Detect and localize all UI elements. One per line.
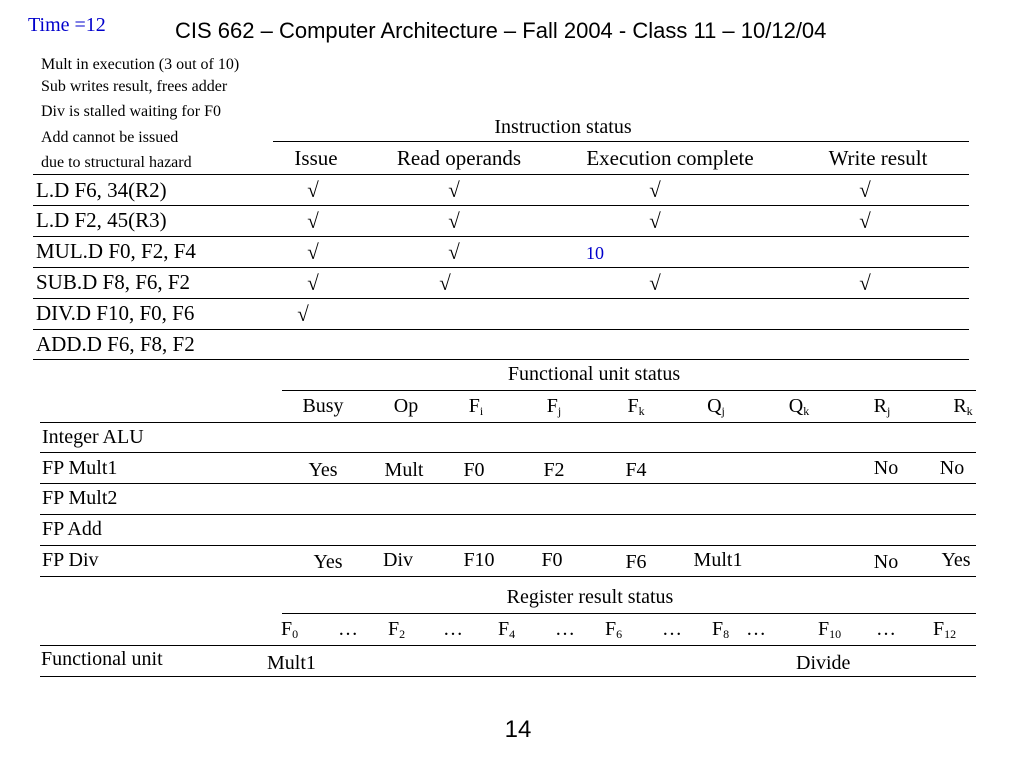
register-f0-unit: Mult1 xyxy=(267,652,316,674)
read-check: √ xyxy=(439,271,451,295)
write-check: √ xyxy=(859,271,871,295)
issue-check: √ xyxy=(307,209,319,233)
divider xyxy=(282,390,976,391)
unit-rj: No xyxy=(873,457,899,479)
issue-check: √ xyxy=(307,271,319,295)
issue-check: √ xyxy=(307,178,319,202)
unit-rj: No xyxy=(873,551,899,573)
col-header-fk: $F_k$ xyxy=(627,395,645,418)
instruction-name: DIV.D F10, F0, F6 xyxy=(36,301,195,325)
ellipsis: … xyxy=(338,618,358,640)
register-f2: $F_2$ xyxy=(388,618,406,641)
col-header-qk: $Q_k$ xyxy=(788,395,810,418)
ellipsis: … xyxy=(662,618,682,640)
note-line-1: Mult in execution (3 out of 10) xyxy=(41,56,240,73)
divider xyxy=(40,645,976,646)
note-line-3: Div is stalled waiting for F0 xyxy=(41,103,221,120)
divider xyxy=(33,205,969,206)
unit-busy: Yes xyxy=(308,459,338,481)
register-f8: $F_8$ xyxy=(712,618,730,641)
divider xyxy=(33,359,969,360)
unit-op: Div xyxy=(383,549,413,571)
exec-check: √ xyxy=(649,271,661,295)
col-header-rk: $R_k$ xyxy=(953,395,973,418)
divider xyxy=(33,267,969,268)
unit-fj: F0 xyxy=(541,549,563,571)
unit-name: FP Div xyxy=(42,549,99,571)
divider xyxy=(40,514,976,515)
unit-name: Integer ALU xyxy=(42,426,144,448)
divider xyxy=(40,422,976,423)
functional-unit-status-title: Functional unit status xyxy=(507,363,681,385)
ellipsis: … xyxy=(555,618,575,640)
ellipsis: … xyxy=(876,618,896,640)
divider xyxy=(273,141,969,142)
instruction-name: L.D F2, 45(R3) xyxy=(36,208,167,232)
divider xyxy=(40,576,976,577)
instruction-status-title: Instruction status xyxy=(494,116,632,138)
unit-fk: F4 xyxy=(625,459,647,481)
register-f10: $F_{10}$ xyxy=(818,618,842,641)
col-header-rj: $R_j$ xyxy=(873,395,891,418)
unit-op: Mult xyxy=(384,459,424,481)
register-f10-unit: Divide xyxy=(796,652,851,674)
read-check: √ xyxy=(448,178,460,202)
col-header-busy: Busy xyxy=(302,395,344,417)
divider xyxy=(40,452,976,453)
divider xyxy=(40,483,976,484)
divider xyxy=(33,236,969,237)
ellipsis: … xyxy=(746,618,766,640)
unit-fj: F2 xyxy=(543,459,565,481)
time-label: Time =12 xyxy=(28,14,106,36)
read-check: √ xyxy=(448,209,460,233)
col-header-read-operands: Read operands xyxy=(396,146,522,170)
note-line-4: Add cannot be issued xyxy=(41,129,179,146)
instruction-name: ADD.D F6, F8, F2 xyxy=(36,332,195,356)
exec-check: √ xyxy=(649,178,661,202)
col-header-execution-complete: Execution complete xyxy=(586,146,754,170)
note-line-2: Sub writes result, frees adder xyxy=(41,78,228,95)
ellipsis: … xyxy=(443,618,463,640)
exec-check: √ xyxy=(649,209,661,233)
unit-name: FP Mult1 xyxy=(42,457,118,479)
col-header-fi: $F_i$ xyxy=(468,395,484,418)
register-result-status-title: Register result status xyxy=(506,586,674,608)
unit-fi: F10 xyxy=(463,549,495,571)
write-check: √ xyxy=(859,178,871,202)
issue-check: √ xyxy=(307,240,319,264)
col-header-fj: $F_j$ xyxy=(546,395,562,418)
read-check: √ xyxy=(448,240,460,264)
unit-fk: F6 xyxy=(625,551,647,573)
col-header-qj: $Q_j$ xyxy=(707,395,725,418)
divider xyxy=(33,298,969,299)
instruction-name: L.D F6, 34(R2) xyxy=(36,178,167,202)
register-f4: $F_4$ xyxy=(498,618,516,641)
slide-title: CIS 662 – Computer Architecture – Fall 2004 - Class 11 – 10/12/04 xyxy=(175,18,827,43)
divider xyxy=(33,174,969,175)
register-f0: $F_0$ xyxy=(281,618,299,641)
divider xyxy=(40,676,976,677)
col-header-write-result: Write result xyxy=(828,146,928,170)
register-f12: $F_{12}$ xyxy=(933,618,957,641)
unit-name: FP Mult2 xyxy=(42,487,118,509)
issue-check: √ xyxy=(297,302,309,326)
exec-cycle-count: 10 xyxy=(586,243,604,263)
instruction-name: SUB.D F8, F6, F2 xyxy=(36,270,191,294)
divider xyxy=(40,545,976,546)
divider xyxy=(282,613,976,614)
instruction-name: MUL.D F0, F2, F4 xyxy=(36,239,196,263)
unit-name: FP Add xyxy=(42,518,102,540)
note-line-5: due to structural hazard xyxy=(41,154,192,171)
unit-qj: Mult1 xyxy=(693,549,743,571)
unit-busy: Yes xyxy=(313,551,343,573)
unit-rk: Yes xyxy=(941,549,971,571)
col-header-op: Op xyxy=(393,395,419,417)
register-f6: $F_6$ xyxy=(605,618,623,641)
unit-rk: No xyxy=(939,457,965,479)
page-number: 14 xyxy=(504,716,532,743)
unit-fi: F0 xyxy=(463,459,485,481)
divider xyxy=(33,329,969,330)
write-check: √ xyxy=(859,209,871,233)
col-header-issue: Issue xyxy=(294,146,338,170)
functional-unit-row-label: Functional unit xyxy=(41,648,163,670)
